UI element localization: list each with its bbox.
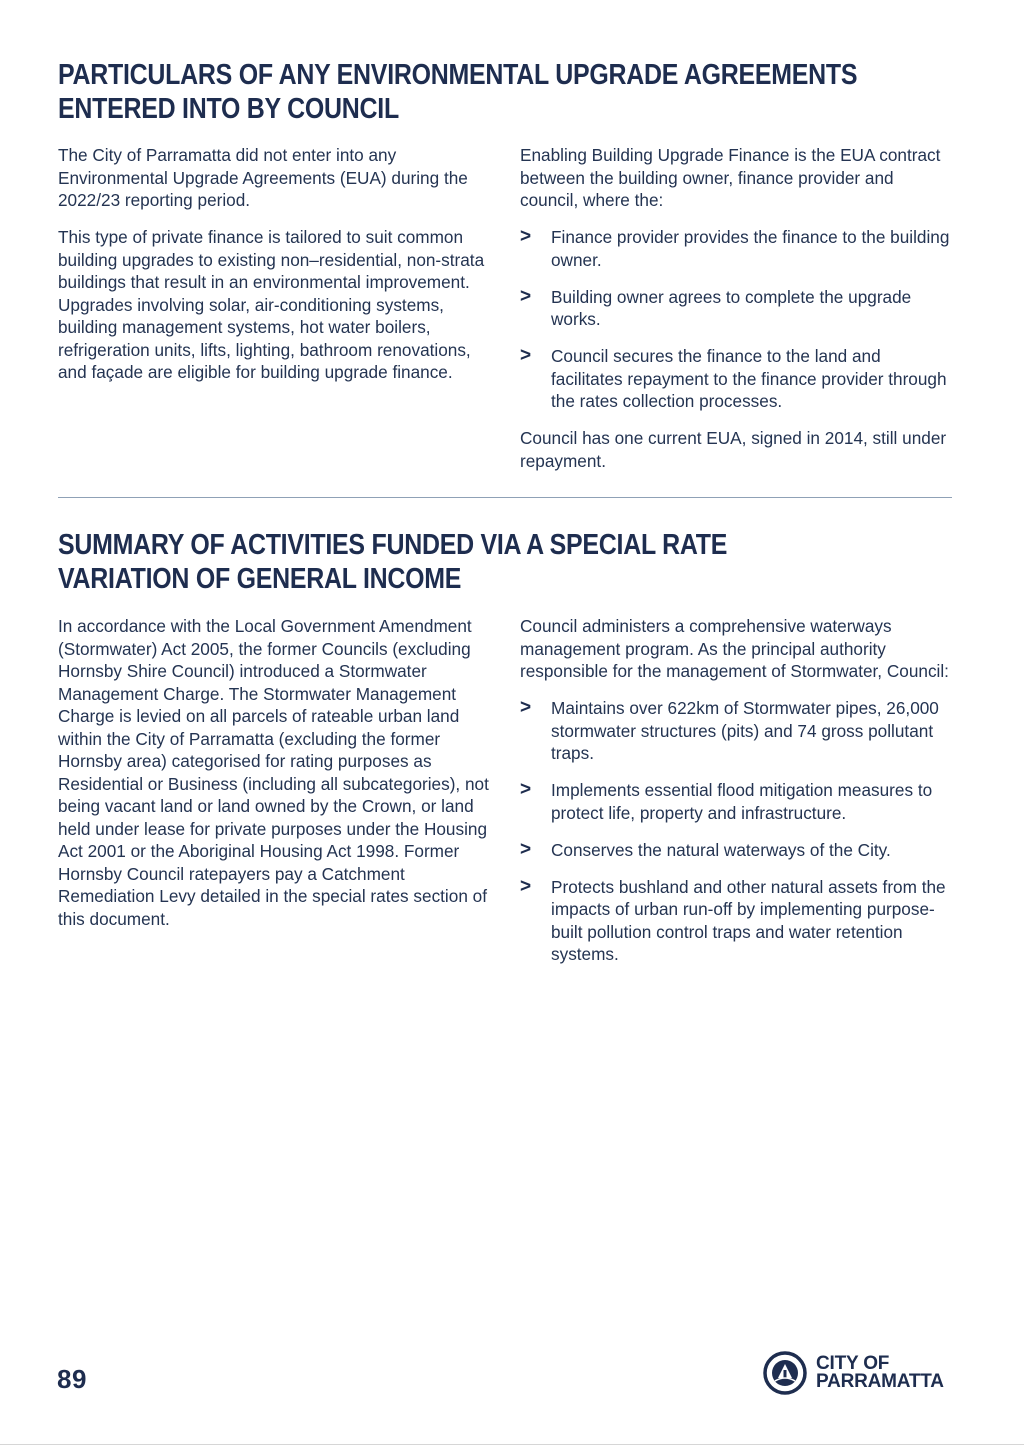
section-divider — [58, 497, 952, 498]
left-column — [58, 144, 490, 487]
chevron-right-icon: > — [520, 345, 532, 366]
page-number: 89 — [57, 1364, 87, 1394]
section-environmental-upgrade — [58, 58, 952, 487]
chevron-right-icon: > — [520, 838, 532, 860]
two-column-body — [58, 144, 952, 487]
bullet-list — [520, 697, 952, 966]
list-item-text: Implements essential flood mitigation measures to protect life, property and infrastructure. — [551, 780, 933, 823]
list-item — [520, 779, 952, 824]
city-seal-icon — [763, 1351, 807, 1395]
left-column — [58, 615, 490, 980]
chevron-right-icon: > — [520, 285, 532, 307]
paragraph: The City of Parramatta did not enter into any Environmental Upgrade Agreements (EUA) during the 2022/23 reporting period. — [58, 145, 468, 210]
list-item-text: Conserves the natural waterways of the City. — [551, 839, 891, 860]
section-special-rate-variation — [58, 528, 952, 980]
section-heading: SUMMARY OF ACTIVITIES FUNDED VIA A SPECIAL RATE VARIATION OF GENERAL INCOME — [58, 529, 728, 595]
bullet-list — [520, 226, 952, 413]
paragraph: Council has one current EUA, signed in 2014, still under repayment. — [520, 428, 947, 471]
list-item — [520, 876, 952, 966]
list-item — [520, 839, 952, 862]
list-item — [520, 286, 952, 331]
list-item-text: Finance provider provides the finance to the building owner. — [551, 227, 950, 270]
chevron-right-icon: > — [520, 779, 532, 800]
paragraph: This type of private finance is tailored to suit common building upgrades to existing non–residential, non-strata buildings that result in an environmental improvement. Upgrades involving solar, air-conditioning systems, building management systems, hot water boilers, refrigeration units, lifts, lighting, bathroom renovations, and façade are eligible for building upgrade finance. — [58, 227, 485, 382]
two-column-body — [58, 615, 952, 980]
list-item-text: Council secures the finance to the land and facilitates repayment to the finance provider through the rates collection processes. — [551, 346, 947, 411]
list-item-text: Maintains over 622km of Stormwater pipes, 26,000 stormwater structures (pits) and 74 gross pollutant traps. — [551, 698, 939, 763]
paragraph: Enabling Building Upgrade Finance is the EUA contract between the building owner, finance provider and council, where the: — [520, 145, 941, 210]
chevron-right-icon: > — [520, 226, 532, 247]
paragraph: Council administers a comprehensive waterways management program. As the principal authority responsible for the management of Stormwater, Council: — [520, 616, 949, 681]
list-item — [520, 345, 952, 413]
list-item — [520, 697, 952, 765]
section-heading: PARTICULARS OF ANY ENVIRONMENTAL UPGRADE AGREEMENTS ENTERED INTO BY COUNCIL — [58, 59, 858, 125]
city-of-parramatta-logo — [763, 1351, 944, 1395]
right-column — [520, 144, 952, 487]
chevron-right-icon: > — [520, 697, 532, 718]
logo-line-1: CITY OF — [816, 1353, 890, 1374]
right-column — [520, 615, 952, 980]
page-bottom-edge — [0, 1444, 1024, 1445]
paragraph: In accordance with the Local Government Amendment (Stormwater) Act 2005, the former Councils (excluding Hornsby Shire Council) introduced a Stormwater Management Charge. The Stormwater Management Charge is levied on all parcels of rateable urban land within the City of Parramatta (excluding the former Hornsby area) categorised for rating purposes as Residential or Business (including all subcategories), not being vacant land or land owned by the Crown, or land held under lease for private purposes under the Housing Act 2001 or the Aboriginal Housing Act 1998. Former Hornsby Council ratepayers pay a Catchment Remediation Levy detailed in the special rates section of this document. — [58, 616, 489, 929]
list-item — [520, 226, 952, 271]
list-item-text: Protects bushland and other natural assets from the impacts of urban run-off by implementing purpose-built pollution control traps and water retention systems. — [551, 876, 946, 964]
list-item-text: Building owner agrees to complete the upgrade works. — [551, 286, 912, 329]
chevron-right-icon: > — [520, 875, 532, 897]
logo-wordmark — [816, 1355, 944, 1391]
logo-line-2: PARRAMATTA — [816, 1371, 944, 1392]
